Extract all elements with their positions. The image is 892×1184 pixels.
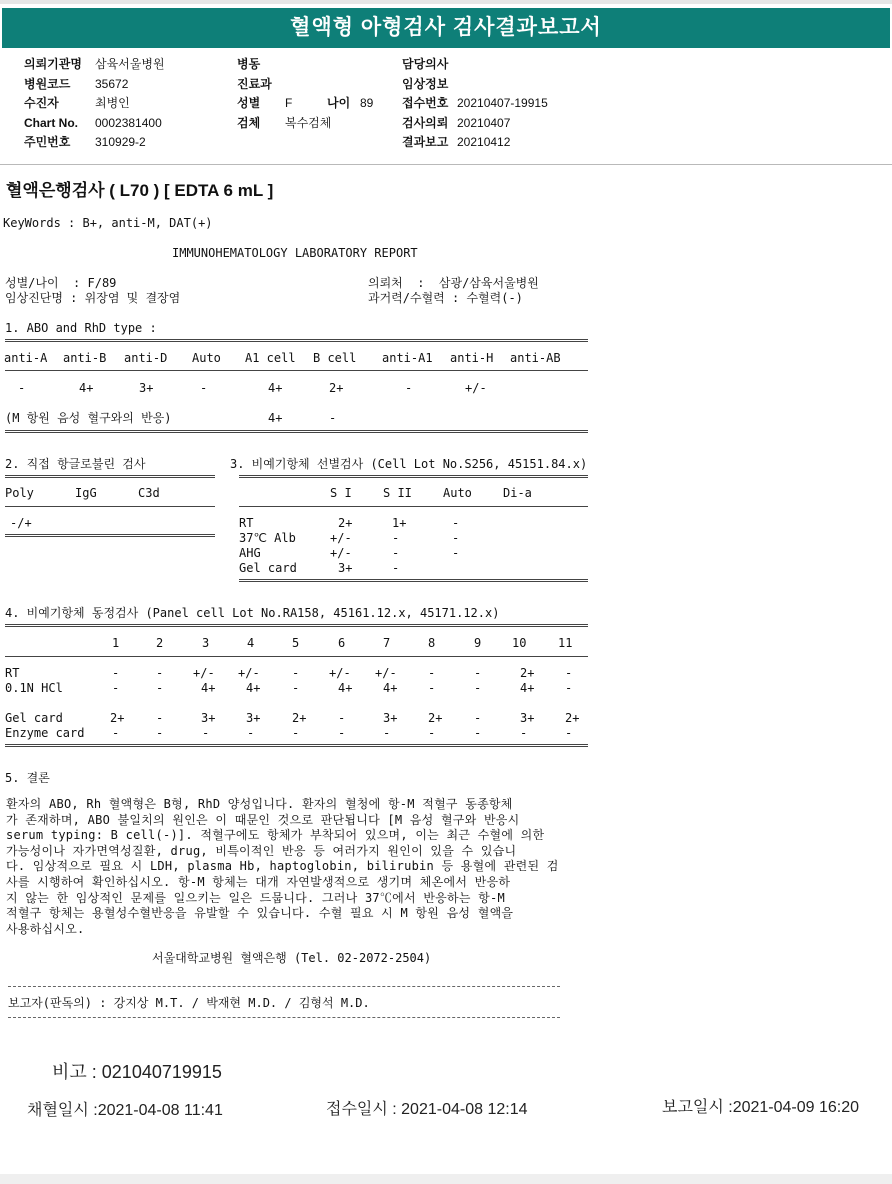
- panel-cell: -: [520, 726, 528, 740]
- abo-header: anti-B: [63, 351, 107, 365]
- abo-header: anti-H: [450, 351, 494, 365]
- abo-bottom-rule: [5, 430, 588, 433]
- abo-result: 4+: [268, 381, 283, 395]
- abo-header: B cell: [313, 351, 357, 365]
- abo-result: -: [18, 381, 26, 395]
- screen-cell: -: [452, 546, 460, 560]
- panel-col-header: 9: [474, 636, 482, 650]
- panel-cell: -: [292, 681, 300, 695]
- panel-col-header: 4: [247, 636, 255, 650]
- abo-result: 4+: [79, 381, 94, 395]
- dat-top-rule: [5, 475, 215, 478]
- panel-cell: 3+: [383, 711, 398, 725]
- received-datetime: 접수일시 : 2021-04-08 12:14: [326, 1101, 528, 1118]
- screen-row-label: AHG: [239, 546, 261, 560]
- abo-header-rule: [5, 370, 588, 371]
- meta-sex-age: 성별 F 나이 89: [237, 96, 374, 110]
- screen-row-label: Gel card: [239, 561, 297, 575]
- panel-cell: 2+: [565, 711, 580, 725]
- screen-row-label: 37℃ Alb: [239, 531, 296, 545]
- meta-request-date: 검사의뢰 20210407: [402, 115, 511, 130]
- reported-datetime: 보고일시 :2021-04-09 16:20: [662, 1099, 860, 1116]
- panel-col-header: 8: [428, 636, 436, 650]
- screen-cell: -: [452, 516, 460, 530]
- panel-cell: -: [156, 726, 164, 740]
- panel-cell: 3+: [201, 711, 216, 725]
- screen-cell: -: [392, 561, 400, 575]
- panel-cell: -: [428, 681, 436, 695]
- meta-resident-no: 주민번호 310929-2: [24, 135, 146, 149]
- panel-col-header: 5: [292, 636, 300, 650]
- meta-col-3: [402, 55, 548, 153]
- remark-value: 021040719915: [101, 1062, 222, 1082]
- abo-m-negative-a1: 4+: [268, 411, 283, 425]
- panel-col-header: 7: [383, 636, 391, 650]
- remark: [52, 1058, 222, 1084]
- dat-header-rule: [5, 506, 215, 507]
- dat-section-title: 2. 직접 항글로불린 검사: [5, 457, 146, 471]
- dat-header: C3d: [138, 486, 160, 500]
- panel-cell: 2+: [292, 711, 307, 725]
- panel-cell: -: [112, 681, 120, 695]
- screen-header-rule: [239, 506, 588, 507]
- panel-section-title: 4. 비예기항체 동정검사 (Panel cell Lot No.RA158, 45161.12.x, 45171.12.x): [5, 606, 500, 620]
- panel-cell: +/-: [238, 666, 260, 680]
- patient-diagnosis: 임상진단명 : 위장염 및 결장염: [5, 291, 181, 305]
- dat-header: Poly: [5, 486, 34, 500]
- panel-row-label: Enzyme card: [5, 726, 85, 740]
- meta-hospital-code: 병원코드 35672: [24, 76, 129, 91]
- panel-cell: 2+: [428, 711, 443, 725]
- panel-bottom-rule: [5, 744, 588, 747]
- lab-report-title: IMMUNOHEMATOLOGY LABORATORY REPORT: [172, 246, 418, 260]
- abo-m-negative-b: -: [329, 411, 337, 425]
- abo-m-negative-label: (M 항원 음성 혈구와의 반응): [5, 411, 172, 425]
- abo-header: A1 cell: [245, 351, 296, 365]
- panel-cell: -: [428, 666, 436, 680]
- screen-header: Auto: [443, 486, 472, 500]
- reporters: 보고자(판독의) : 강지상 M.T. / 박재현 M.D. / 김형석 M.D.: [8, 996, 370, 1010]
- screen-cell: -: [392, 546, 400, 560]
- patient-referral: 의뢰처 : 삼광/삼육서울병원: [368, 276, 539, 290]
- panel-col-header: 11: [558, 636, 573, 650]
- meta-clinical-info: 임상정보: [402, 76, 449, 91]
- patient-sex-age: 성별/나이 : F/89: [5, 276, 117, 290]
- panel-header-rule: [5, 656, 588, 657]
- screen-row-label: RT: [239, 516, 254, 530]
- signature-bottom-rule: [8, 1017, 560, 1018]
- signature-top-rule: [8, 986, 560, 987]
- panel-row-label: 0.1N HCl: [5, 681, 63, 695]
- panel-cell: +/-: [375, 666, 397, 680]
- meta-chart-no: Chart No. 0002381400: [24, 115, 162, 130]
- panel-cell: -: [156, 666, 164, 680]
- panel-row-label: RT: [5, 666, 20, 680]
- panel-cell: 2+: [110, 711, 125, 725]
- institution-contact: 서울대학교병원 혈액은행 (Tel. 02-2072-2504): [152, 951, 432, 965]
- panel-cell: +/-: [329, 666, 351, 680]
- screen-section-title: 3. 비예기항체 선별검사 (Cell Lot No.S256, 45151.84.x): [230, 457, 588, 471]
- screen-cell: -: [392, 531, 400, 545]
- meta-report-date: 결과보고 20210412: [402, 135, 511, 149]
- keywords: KeyWords : B+, anti-M, DAT(+): [3, 216, 213, 230]
- meta-institution: 의뢰기관명 삼육서울병원: [24, 57, 165, 71]
- remark-label: 비고 :: [52, 1062, 102, 1082]
- screen-cell: 2+: [338, 516, 353, 530]
- abo-top-rule: [5, 339, 588, 342]
- meta-accession-no: 접수번호 20210407-19915: [402, 96, 548, 110]
- panel-col-header: 1: [112, 636, 120, 650]
- panel-cell: -: [112, 726, 120, 740]
- panel-col-header: 6: [338, 636, 346, 650]
- abo-result: +/-: [465, 381, 487, 395]
- report-title: 혈액형 아형검사 검사결과보고서: [290, 16, 602, 39]
- collected-datetime: 채혈일시 :2021-04-08 11:41: [27, 1102, 223, 1119]
- bottom-bar: [0, 1174, 892, 1184]
- panel-cell: 4+: [246, 681, 261, 695]
- meta-patient-name: 수진자 최병인: [24, 96, 130, 110]
- panel-cell: -: [474, 681, 482, 695]
- meta-col-2: [237, 55, 373, 133]
- panel-col-header: 10: [512, 636, 527, 650]
- meta-separator: [0, 164, 892, 165]
- abo-section-title: 1. ABO and RhD type :: [5, 321, 157, 335]
- panel-cell: 2+: [520, 666, 535, 680]
- screen-cell: +/-: [330, 546, 352, 560]
- panel-cell: -: [565, 666, 573, 680]
- conclusion-title: 5. 결론: [5, 771, 50, 785]
- panel-col-header: 2: [156, 636, 164, 650]
- screen-top-rule: [239, 475, 588, 478]
- panel-cell: -: [338, 726, 346, 740]
- conclusion-text: 환자의 ABO, Rh 혈액형은 B형, RhD 양성입니다. 환자의 혈청에 항-M 적혈구 동종항체 가 존재하며, ABO 불일치의 원인은 이 때문인 것으로 판단됩니다 [M 음성 혈구와 반응시 serum typing: B cell(-)]. 적혈구에도 항체가 부착되어 있으며, 이는 최근 수혈에 의한 가능성이나 자가면역성질환, drug, 비특이적인 반응 등 여러가지 원인이 있을 수 있습니 다. 임상적으로 필요 시 LDH, plasma Hb, haptoglobin, bilirubin 등 용혈에 관련된 검 사를 시행하여 확인하십시오. 항-M 항체는 대개 자연발생적으로 생기며 체온에서 반응하 지 않는 한 임상적인 문제를 일으키는 일은 드뭅니다. 그러나 37℃에서 반응하는 항-M 적혈구 항체는 용혈성수혈반응을 유발할 수 있습니다. 수혈 필요 시 M 항원 음성 혈액을 사용하십시오.: [6, 797, 559, 936]
- screen-cell: 3+: [338, 561, 353, 575]
- abo-result: 2+: [329, 381, 344, 395]
- panel-cell: -: [202, 726, 210, 740]
- abo-result: -: [405, 381, 413, 395]
- panel-cell: -: [112, 666, 120, 680]
- panel-cell: -: [247, 726, 255, 740]
- panel-cell: -: [338, 711, 346, 725]
- meta-department: 진료과: [237, 76, 272, 91]
- panel-top-rule: [5, 624, 588, 627]
- abo-header: Auto: [192, 351, 221, 365]
- panel-cell: 4+: [201, 681, 216, 695]
- meta-doctor: 담당의사: [402, 57, 449, 71]
- panel-cell: -: [565, 726, 573, 740]
- report-header-banner: [2, 8, 890, 48]
- screen-cell: 1+: [392, 516, 407, 530]
- abo-header: anti-A1: [382, 351, 433, 365]
- abo-header: anti-D: [124, 351, 168, 365]
- screen-header: Di-a: [503, 486, 532, 500]
- abo-result: 3+: [139, 381, 154, 395]
- panel-cell: -: [156, 711, 164, 725]
- top-border: [0, 0, 892, 4]
- screen-cell: -: [452, 531, 460, 545]
- test-section-title: 혈액은행검사 ( L70 ) [ EDTA 6 mL ]: [6, 181, 274, 200]
- panel-cell: -: [156, 681, 164, 695]
- abo-header: anti-AB: [510, 351, 561, 365]
- panel-cell: -: [292, 666, 300, 680]
- panel-cell: -: [474, 666, 482, 680]
- patient-history: 과거력/수혈력 : 수혈력(-): [368, 291, 523, 305]
- screen-bottom-rule: [239, 579, 588, 582]
- dat-bottom-rule: [5, 534, 215, 537]
- panel-cell: -: [474, 711, 482, 725]
- panel-cell: -: [292, 726, 300, 740]
- meta-ward: 병동: [237, 57, 261, 71]
- panel-cell: 3+: [246, 711, 261, 725]
- screen-header: S I: [330, 486, 352, 500]
- screen-header: S II: [383, 486, 412, 500]
- panel-row-label: Gel card: [5, 711, 63, 725]
- panel-cell: 3+: [520, 711, 535, 725]
- abo-header: anti-A: [4, 351, 48, 365]
- panel-cell: +/-: [193, 666, 215, 680]
- panel-cell: -: [565, 681, 573, 695]
- panel-cell: -: [383, 726, 391, 740]
- abo-result: -: [200, 381, 208, 395]
- panel-cell: 4+: [338, 681, 353, 695]
- dat-result: -/+: [10, 516, 32, 530]
- panel-cell: 4+: [383, 681, 398, 695]
- dat-header: IgG: [75, 486, 97, 500]
- panel-cell: -: [474, 726, 482, 740]
- panel-cell: 4+: [520, 681, 535, 695]
- panel-col-header: 3: [202, 636, 210, 650]
- panel-cell: -: [428, 726, 436, 740]
- meta-specimen: 검체 복수검체: [237, 115, 332, 130]
- meta-col-1: [24, 55, 165, 153]
- screen-cell: +/-: [330, 531, 352, 545]
